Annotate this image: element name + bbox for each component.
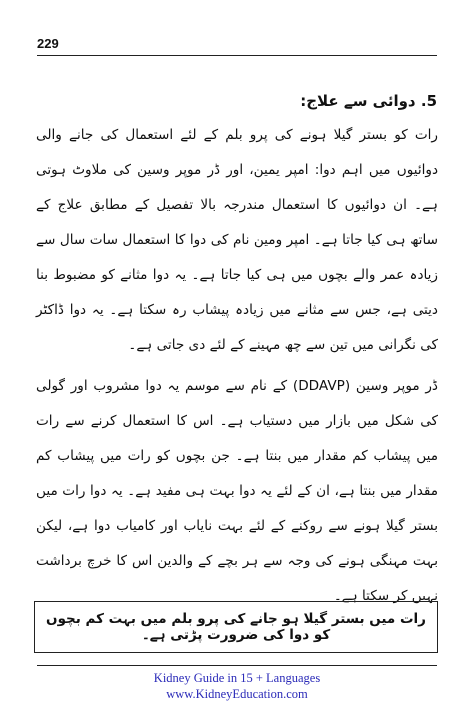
body-text <box>36 118 438 620</box>
paragraph-medicine-intro: رات کو بستر گیلا ہونے کی پرو بلم کے لئے استعمال کی جانے والی دوائیوں میں اہم دوا: امپر یمین، اور ڈر موپر وسین کی ملاوٹ ہوتی ہے۔ ان دوائیوں کا استعمال مندرجہ بالا تفصیل کے مطابق علاج کے ساتھ ہی کیا جاتا ہے۔ امپر ومین نام کی دوا کا استعمال سات سال سے زیادہ عمر والے بچوں میں ہی کیا جاتا ہے۔ یہ دوا مثانے کو مضبوط بنا دیتی ہے، جس سے مثانے میں زیادہ پیشاب رہ سکتا ہے۔ یہ دوا ڈاکٹر کی نگرانی میں تین سے چھ مہینے کے لئے دی جاتی ہے۔ <box>36 127 438 353</box>
key-point-box <box>34 601 438 653</box>
footer-title: Kidney Guide in 15 + Languages <box>153 671 321 685</box>
key-point-text: رات میں بستر گیلا ہو جانے کی پرو بلم میں بہت کم بچوں کو دوا کی ضرورت پڑتی ہے۔ <box>46 611 426 643</box>
bottom-divider <box>37 665 437 666</box>
top-divider <box>37 55 437 56</box>
footer-website: www.KidneyEducation.com <box>166 687 308 701</box>
section-heading: 5. دوائی سے علاج: <box>300 92 437 110</box>
page-number: 229 <box>37 36 59 51</box>
paragraph-ddavp: ڈر موپر وسین (DDAVP) کے نام سے موسم یہ دوا مشروب اور گولی کی شکل میں بازار میں دستیاب ہے۔ اس کا استعمال کرنے سے رات میں پیشاب کم مقدار میں بنتا ہے۔ جن بچوں کو رات میں پیشاب کم مقدار میں بنتا ہے، ان کے لئے یہ دوا بہت ہی مفید ہے۔ یہ دوا رات میں بستر گیلا ہونے سے روکنے کے لئے بہت نایاب اور کامیاب دوا ہے، لیکن بہت مہنگی ہونے کی وجہ سے ہر بچے کے والدین اس کا خرچ برداشت نہیں کر سکتا ہے۔ <box>36 378 438 604</box>
